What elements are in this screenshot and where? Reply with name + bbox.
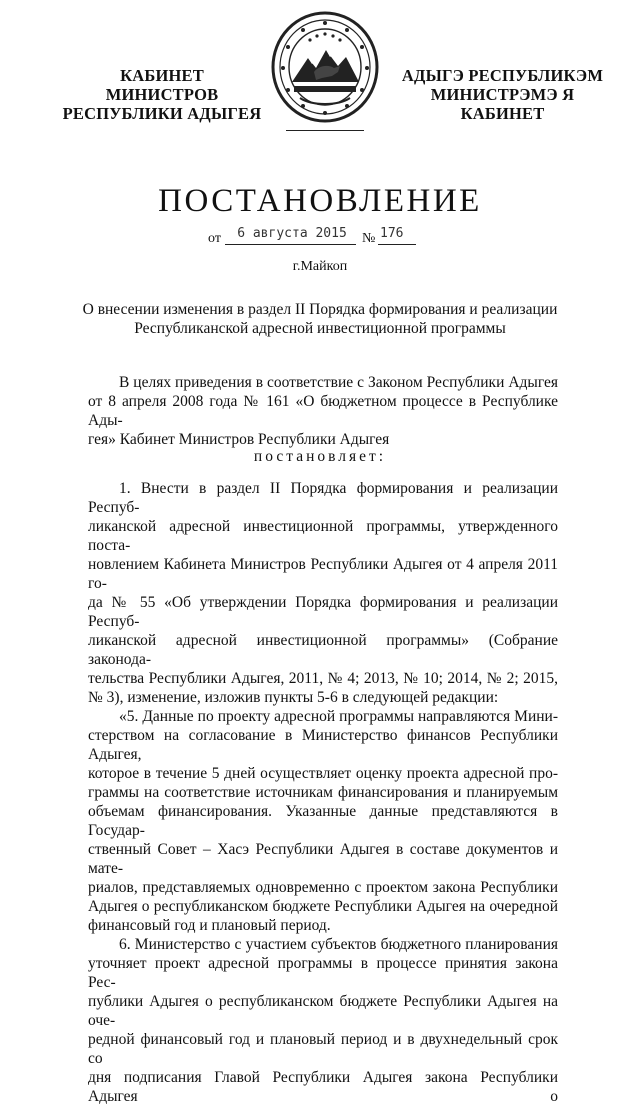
issuer-line: АДЫГЭ РЕСПУБЛИКЭМ	[401, 66, 604, 85]
body-line: № 3), изменение, изложив пункты 5-6 в следующей редакции:	[88, 689, 499, 706]
preamble-line: гея» Кабинет Министров Республики Адыгея	[88, 431, 390, 448]
document-subject	[60, 300, 580, 338]
body-line: финансовый год и плановый период.	[88, 917, 331, 934]
number-underline	[378, 244, 416, 245]
body-line: которое в течение 5 дней осуществляет оценку проекта адресной про-	[88, 765, 558, 782]
body-line: ликанской адресной инвестиционной программы» (Собрание законода-	[88, 632, 558, 668]
body-line: 6. Министерство с участием субъектов бюджетного планирования	[119, 936, 558, 953]
body-line: дня подписания Главой Республики Адыгея закона Республики Адыгея о	[88, 1069, 558, 1105]
header-divider	[286, 130, 364, 131]
body-line: 1. Внести в раздел II Порядка формирования и реализации Респуб-	[88, 480, 558, 516]
date-prefix: от	[208, 231, 221, 246]
issuer-line: РЕСПУБЛИКИ АДЫГЕЯ	[62, 104, 262, 123]
date-number-line	[0, 226, 640, 248]
body-line: граммы на соответствие источникам финансирования и планируемым	[88, 784, 558, 801]
body-line: тельства Республики Адыгея, 2011, № 4; 2013, № 10; 2014, № 2; 2015,	[88, 670, 558, 687]
decree-word: постановляет:	[253, 448, 387, 465]
body-line: Адыгея о республиканском бюджете Республики Адыгея на очередной	[88, 898, 558, 915]
document-type-title: ПОСТАНОВЛЕНИЕ	[158, 183, 482, 219]
city-of-issue: г.Майкоп	[292, 259, 348, 274]
preamble-line: В целях приведения в соответствие с Законом Республики Адыгея	[119, 374, 558, 391]
coat-of-arms-emblem	[270, 10, 380, 124]
resolution-body	[88, 479, 558, 1106]
body-line: стерством на согласование в Министерство финансов Республики Адыгея,	[88, 727, 558, 763]
body-line: публики Адыгея о республиканском бюджете Республики Адыгея на оче-	[88, 993, 558, 1029]
preamble	[88, 373, 558, 449]
body-line: редной финансовый год и плановый период и в двухнедельный срок со	[88, 1031, 558, 1067]
subject-line: Республиканской адресной инвестиционной программы	[134, 320, 506, 337]
body-line: да № 55 «Об утверждении Порядка формирования и реализации Респуб-	[88, 594, 558, 630]
issuer-name-adyghe	[390, 66, 615, 123]
body-line: объемам финансирования. Указанные данные представляются в Государ-	[88, 803, 558, 839]
date-underline	[225, 244, 356, 245]
document-date: 6 августа 2015	[237, 226, 347, 241]
body-line: новлением Кабинета Министров Республики Адыгея от 4 апреля 2011 го-	[88, 556, 558, 592]
number-sign: №	[362, 231, 376, 246]
body-line: ственный Совет – Хасэ Республики Адыгея в составе документов и мате-	[88, 841, 558, 877]
document-number: 176	[380, 226, 404, 241]
subject-line: О внесении изменения в раздел II Порядка формирования и реализации	[82, 301, 558, 318]
preamble-line: от 8 апреля 2008 года № 161 «О бюджетном процессе в Республике Ады-	[88, 393, 558, 429]
body-line: ликанской адресной инвестиционной программы, утвержденного поста-	[88, 518, 558, 554]
issuer-line: КАБИНЕТ МИНИСТРОВ	[105, 66, 219, 104]
body-line: уточняет проект адресной программы в процессе принятия закона Рес-	[88, 955, 558, 991]
issuer-name-russian	[62, 66, 262, 123]
body-line: «5. Данные по проекту адресной программы направляются Мини-	[119, 708, 558, 725]
body-line: риалов, представляемых одновременно с проектом закона Республики	[88, 879, 558, 896]
issuer-line: МИНИСТРЭМЭ Я КАБИНЕТ	[430, 85, 575, 123]
